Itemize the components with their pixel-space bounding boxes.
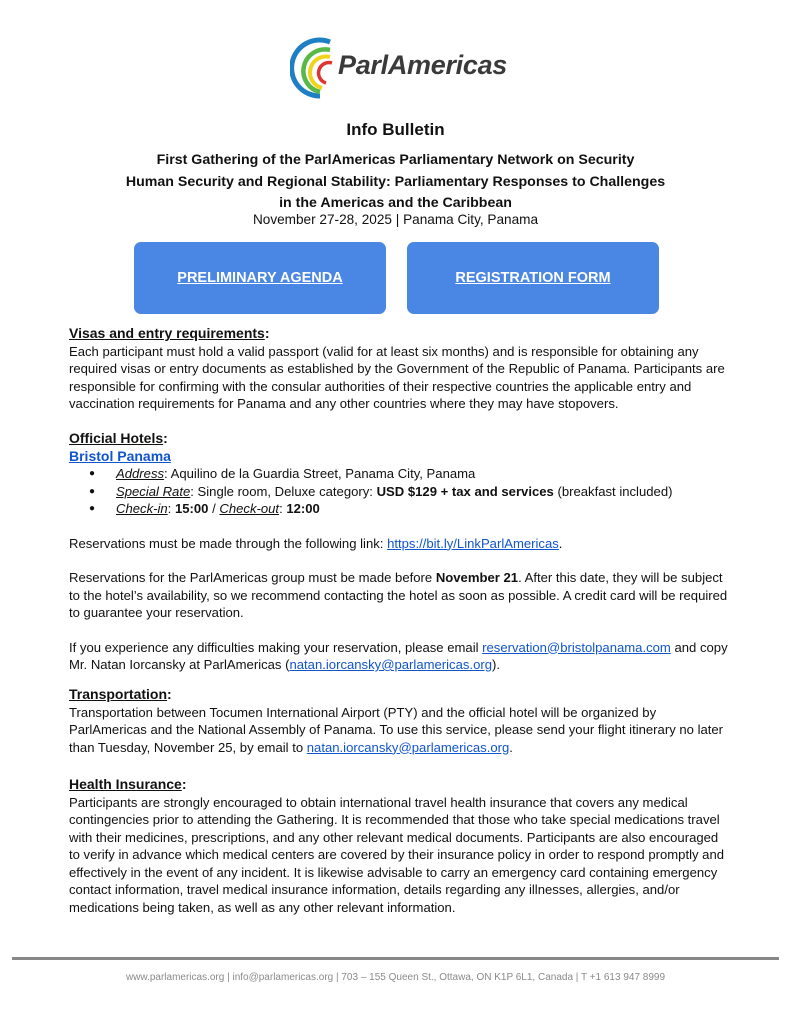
health-body: Participants are strongly encouraged to obtain international travel health insurance that covers any medical contingencies prior to attending the Gathering. It is recommended that those who take special medications travel with their medicines, prescriptions, and any other relevant medical documents. Participants are also encouraged to verify in advance which medical centers are covered by their insurance policy in order to respond promptly and effectively in the event of any incident. It is likewise advisable to carry an emergency card containing emergency contact information, travel medical insurance information, details regarding any illnesses, allergies, and/or medications being taken, as well as any other relevant information. xyxy=(69,794,725,915)
hotel-details-list xyxy=(69,465,729,518)
hotel-email-link[interactable]: reservation@bristolpanama.com xyxy=(482,639,671,655)
reservation-link[interactable]: https://bit.ly/LinkParlAmericas xyxy=(387,535,559,551)
contact-email-link[interactable]: natan.iorcansky@parlamericas.org xyxy=(289,657,492,672)
transportation-email-link[interactable]: natan.iorcansky@parlamericas.org xyxy=(306,739,510,755)
reservation-help-paragraph: If you experience any difficulties making your reservation, please email reservation@bristolpanama.com and copy Mr. Natan Iorcansky at ParlAmericas (natan.iorcansky@parlamericas.org). xyxy=(69,639,728,672)
page-title: Info Bulletin xyxy=(346,120,445,139)
section-heading: Visas and entry requirements: xyxy=(69,325,270,341)
section-heading: Transportation: xyxy=(69,686,172,702)
event-dateline: November 27-28, 2025 | Panama City, Panama xyxy=(252,212,539,227)
logo-text: ParlAmericas xyxy=(338,50,508,80)
list-item: ● Special Rate: Single room, Deluxe category: USD $129 + tax and services (breakfast included) xyxy=(103,483,729,501)
transportation-section xyxy=(69,686,729,756)
visas-body: Each participant must hold a valid passport (valid for at least six months) and is responsible for obtaining any required visas or entry documents as established by the Government of the Republic of Panama. Participants are responsible for confirming with the consular authorities of their respective countries the applicable entry and vaccination requirements for Panama and any other countries where they may have stopovers. xyxy=(69,343,725,411)
list-item: ● Address: Aquilino de la Guardia Street, Panama City, Panama xyxy=(103,465,729,483)
subtitle-line: First Gathering of the ParlAmericas Parliamentary Network on Security xyxy=(156,152,635,168)
event-subtitle xyxy=(0,150,791,215)
health-section xyxy=(69,776,729,916)
visas-section xyxy=(69,325,729,413)
transportation-body: Transportation between Tocumen International Airport (PTY) and the official hotel will be organized by ParlAmericas and the National Assembly of Panama. To use this service, please send your flight itinerary no later than Tuesday, November 25, by email to natan.iorcansky@parlamericas.org. xyxy=(69,704,724,755)
subtitle-line: in the Americas and the Caribbean xyxy=(279,195,512,211)
subtitle-line: Human Security and Regional Stability: Parliamentary Responses to Challenges xyxy=(125,173,666,190)
footer-divider xyxy=(12,957,779,960)
parlamericas-logo xyxy=(290,36,520,100)
preliminary-agenda-button[interactable]: PRELIMINARY AGENDA xyxy=(134,242,386,314)
reservation-deadline-paragraph: Reservations for the ParlAmericas group must be made before November 21. After this date, they will be subject to the hotel’s availability, so we recommend contacting the hotel as soon as possible. A credit card will be required to guarantee your reservation. xyxy=(69,570,728,620)
section-heading: Health Insurance: xyxy=(69,776,187,792)
hotels-section xyxy=(69,430,729,674)
footer-contact: www.parlamericas.org | info@parlamericas.org | 703 – 155 Queen St., Ottawa, ON K1P 6L1, Canada | T +1 613 947 8999 xyxy=(125,972,666,983)
list-item: ● Check-in: 15:00 / Check-out: 12:00 xyxy=(103,500,729,518)
reservation-link-paragraph: Reservations must be made through the following link: https://bit.ly/LinkParlAmericas. xyxy=(69,535,563,551)
hotel-name-link[interactable]: Bristol Panama xyxy=(69,447,171,464)
section-heading: Official Hotels: xyxy=(69,430,168,446)
registration-form-button[interactable]: REGISTRATION FORM xyxy=(407,242,659,314)
